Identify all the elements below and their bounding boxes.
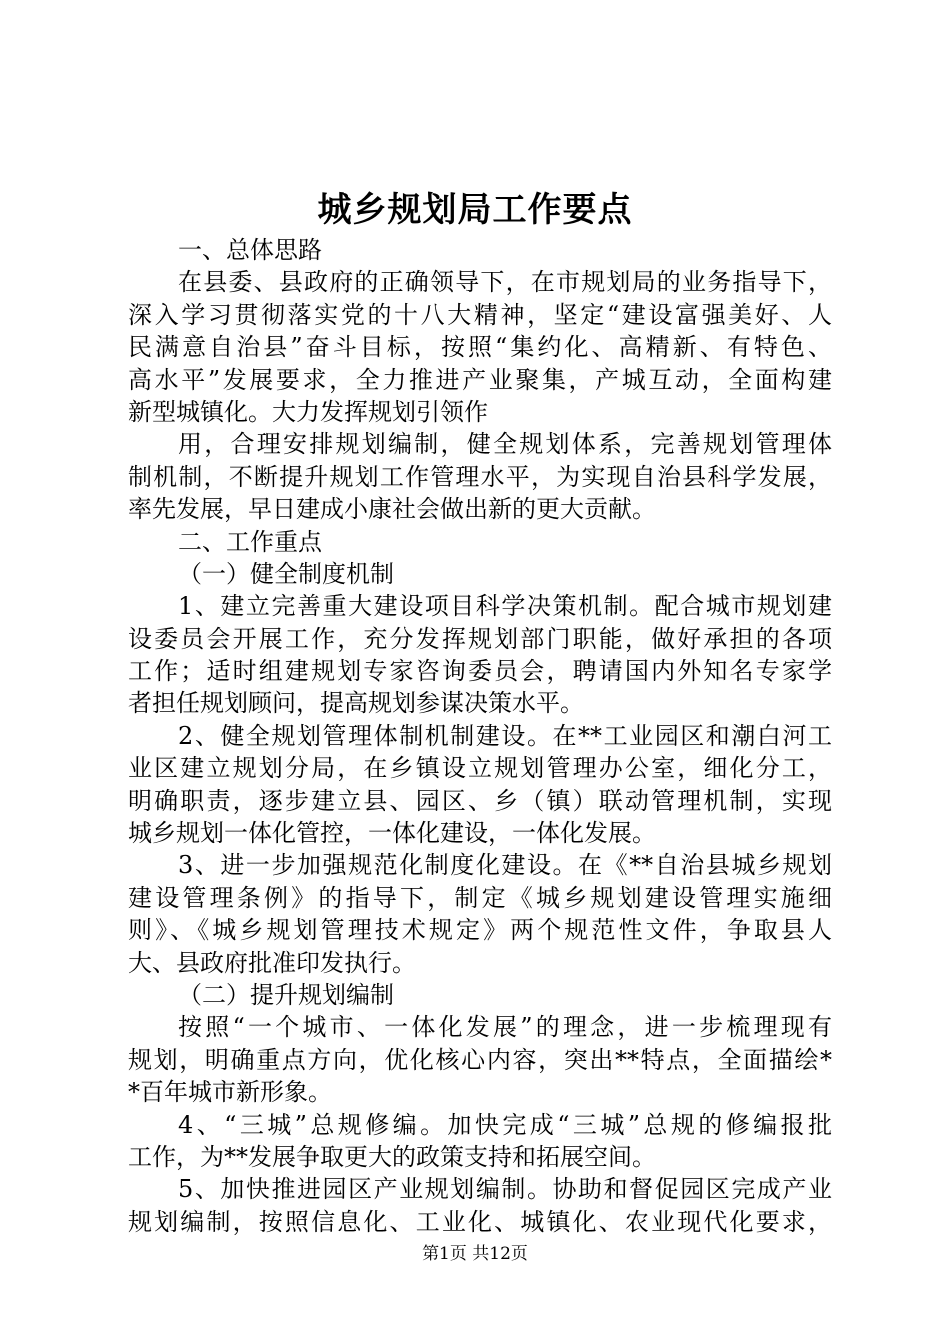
text-line: 新型城镇化。大力发挥规划引领作 xyxy=(128,397,488,426)
text-line: 规划编制，按照信息化、工业化、城镇化、农业现代化要求， xyxy=(128,1207,832,1236)
text-line: 业区建立规划分局，在乡镇设立规划管理办公室，细化分工， xyxy=(128,754,832,783)
text-line: 者担任规划顾问，提高规划参谋决策水平。 xyxy=(128,689,584,718)
text-line: 高水平”发展要求，全力推进产业聚集，产城互动，全面构建 xyxy=(128,365,832,394)
text-line: 明确职责，逐步建立县、园区、乡（镇）联动管理机制，实现 xyxy=(128,786,832,815)
text-line: 大、县政府批准印发执行。 xyxy=(128,948,416,977)
text-line: 工作，为**发展争取更大的政策支持和拓展空间。 xyxy=(128,1142,656,1171)
text-line: 深入学习贯彻落实党的十八大精神，坚定“建设富强美好、人 xyxy=(128,300,832,329)
document-body xyxy=(128,234,832,1238)
text-line: 规划，明确重点方向，优化核心内容，突出**特点，全面描绘* xyxy=(128,1045,832,1074)
document-title: 城乡规划局工作要点 xyxy=(317,190,633,230)
text-line: 率先发展，早日建成小康社会做出新的更大贡献。 xyxy=(128,495,656,524)
text-line: 设委员会开展工作，充分发挥规划部门职能，做好承担的各项 xyxy=(128,624,832,653)
text-line: 3、进一步加强规范化制度化建设。在《**自治县城乡规划 xyxy=(178,851,832,880)
text-line: 4、“三城”总规修编。加快完成“三城”总规的修编报批 xyxy=(178,1110,832,1139)
text-line: 城乡规划一体化管控，一体化建设，一体化发展。 xyxy=(128,819,656,848)
text-line: 2、健全规划管理体制机制建设。在**工业园区和潮白河工 xyxy=(178,721,832,750)
text-line: （一）健全制度机制 xyxy=(178,559,394,588)
page-footer: 第1页 共12页 xyxy=(422,1244,528,1264)
text-line: 用，合理安排规划编制，健全规划体系，完善规划管理体 xyxy=(178,430,832,459)
text-line: *百年城市新形象。 xyxy=(128,1078,332,1107)
text-line: 在县委、县政府的正确领导下，在市规划局的业务指导下， xyxy=(178,268,832,297)
text-line: 按照“一个城市、一体化发展”的理念，进一步梳理现有 xyxy=(178,1013,832,1042)
text-line: 5、加快推进园区产业规划编制。协助和督促园区完成产业 xyxy=(178,1175,832,1204)
text-line: 则》、《城乡规划管理技术规定》两个规范性文件，争取县人 xyxy=(128,916,832,945)
text-line: 二、工作重点 xyxy=(178,527,322,556)
text-line: 工作；适时组建规划专家咨询委员会，聘请国内外知名专家学 xyxy=(128,657,832,686)
text-line: 一、总体思路 xyxy=(178,236,322,264)
text-line: 制机制，不断提升规划工作管理水平，为实现自治县科学发展， xyxy=(128,462,832,491)
text-line: 民满意自治县”奋斗目标，按照“集约化、高精新、有特色、 xyxy=(128,333,832,362)
text-line: （二）提升规划编制 xyxy=(178,980,394,1009)
text-line: 1、建立完善重大建设项目科学决策机制。配合城市规划建 xyxy=(178,592,832,621)
text-line: 建设管理条例》的指导下，制定《城乡规划建设管理实施细 xyxy=(128,883,832,912)
